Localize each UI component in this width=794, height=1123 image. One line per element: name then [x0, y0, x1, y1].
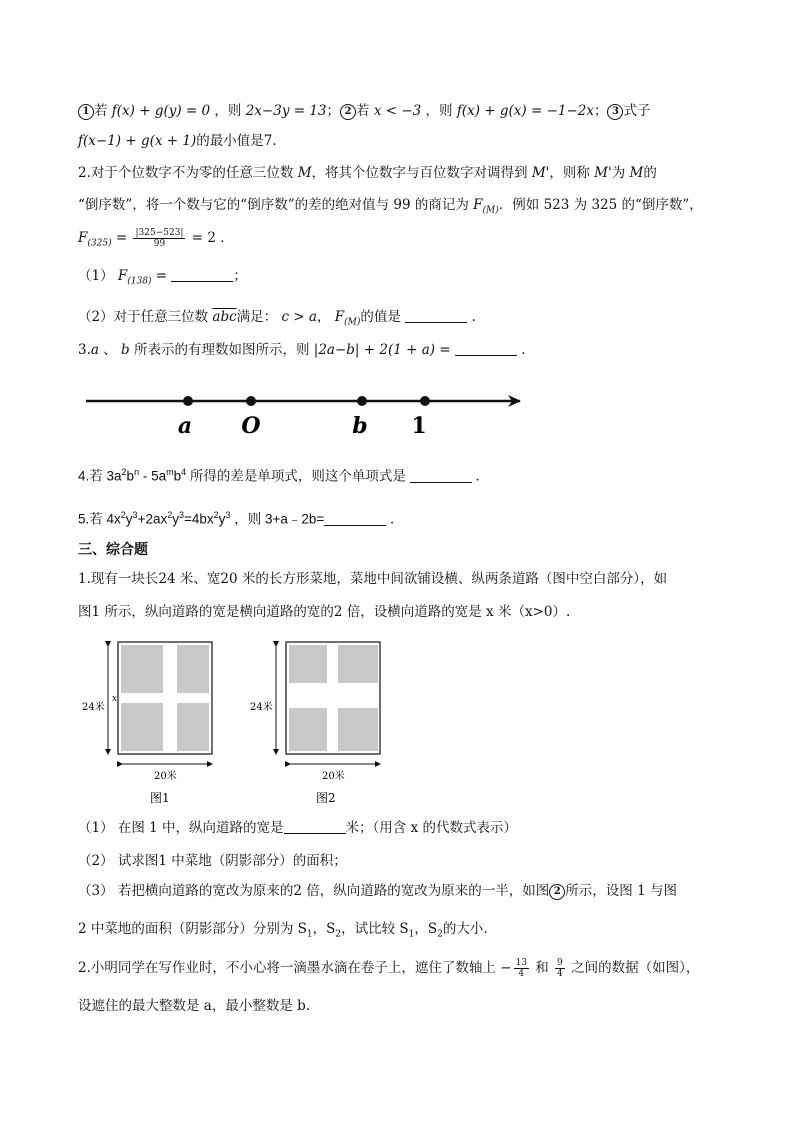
q2-sub1: （1） $F_{(138)}$ = ； [78, 268, 247, 287]
fig1-x-label: x [112, 694, 118, 704]
answer-blank-q2-2[interactable] [405, 308, 467, 323]
point-a [183, 396, 193, 406]
fig1-plot-bottom-left [121, 703, 163, 751]
q3-line: 3.a 、 b 所表示的有理数如图所示，则 |2a−b| + 2(1 + a) = ． [78, 342, 535, 358]
fig1-plot-top-right [177, 645, 209, 693]
c1-line2: 图1 所示，纵向道路的宽是横向道路的宽的2 倍，设横向道路的宽是 x 米（x>0）. [78, 604, 571, 620]
answer-blank-q4[interactable] [410, 468, 472, 483]
label-1: 1 [411, 413, 427, 439]
fraction-13-4: $\frac{13}{4}$ [515, 958, 527, 979]
circled-number-1: 1 [78, 104, 94, 120]
fig1-caption: 图1 [150, 791, 170, 805]
point-1 [420, 396, 430, 406]
q5-line: 5.若 $4x^2y^3+2ax^2y^3=4bx^2y^3$ ，则 3+a﹣2b= ． [78, 510, 404, 527]
q2-line2: “倒序数”，将一个数与它的“倒序数”的差的绝对值与 99 的商记为 $F_{(M)}$．例如 523 为 325 的“倒序数”， [78, 197, 703, 216]
number-line-figure [80, 385, 530, 445]
c1-line1: 1.现有一块长24 米、宽20 米的长方形菜地，菜地中间欲铺设横、纵两条道路（图中空白部分），如 [78, 571, 668, 587]
label-o: O [241, 413, 261, 439]
c1-sub2: （2） 试求图1 中菜地（阴影部分）的面积； [78, 853, 347, 869]
q2-sub2: （2）对于任意三位数 $\overline{abc}$满足： c > a， $F_{(M)}$的值是 . [78, 309, 476, 328]
label-a: a [177, 413, 193, 439]
fig2-plot-bottom-right [338, 708, 378, 751]
problem-continuation-line2: f(x−1) + g(x + 1)的最小值是7. [78, 133, 277, 149]
answer-blank-c1-1[interactable] [284, 819, 346, 834]
c2-line2: 设遮住的最大整数是 a，最小整数是 b. [78, 998, 311, 1014]
section-title: 三、综合题 [78, 542, 148, 558]
fig1-plot-top-left [121, 645, 163, 693]
fig1-width-label: 20米 [154, 771, 177, 782]
c1-sub1: （1） 在图 1 中，纵向道路的宽是 米；（用含 x 的代数式表示） [78, 820, 518, 836]
circled-number-3: 3 [607, 104, 623, 120]
c2-line1: 2.小明同学在写作业时，不小心将一滴墨水滴在卷子上，遮住了数轴上 − $\frac{13}{4}$ 和 $\frac{9}{4}$ 之间的数据（如图）， [78, 958, 700, 979]
fraction-9-4: $\frac{9}{4}$ [557, 958, 563, 979]
example-fraction: $\frac{|325-523|}{99}$ [135, 228, 184, 249]
answer-blank-q5[interactable] [324, 511, 386, 526]
q4-line: 4.若 $3a^2b^n - 5a^mb^4$ 所得的差是单项式，则这个单项式是 ． [78, 467, 489, 484]
fig2-plot-bottom-left [289, 708, 327, 751]
problem-continuation-line1: 1 若 f(x) + g(y) = 0 ，则 2x−3y = 13； 2 若 x < −3 ，则 f(x) + g(x) = −1−2x； 3 式子 [78, 101, 650, 121]
c1-sub3: （3） 若把横向道路的宽改为原来的2 倍，纵向道路的宽改为原来的一半，如图 2 所示，设图 1 与图 [78, 883, 677, 899]
fig1-height-label: 24米 [82, 702, 105, 713]
q2-example: $F_{(325)}$ = $\frac{|325-523|}{99}$ = 2 ． [78, 228, 234, 249]
fig2-caption: 图2 [316, 791, 336, 805]
fig2-plot-top-right [338, 645, 378, 683]
point-b [357, 396, 367, 406]
fig2-width-label: 20米 [322, 771, 345, 782]
circled-number-fig2: 2 [549, 884, 565, 900]
figure-2 [246, 636, 396, 808]
fig2-height-label: 24米 [250, 702, 273, 713]
point-o [246, 396, 256, 406]
circled-number-2: 2 [340, 104, 356, 120]
answer-blank-q3[interactable] [455, 341, 517, 356]
answer-blank-q2-1[interactable] [171, 267, 233, 282]
figure-1 [78, 636, 228, 808]
q2-line1: 2.对于个位数字不为零的任意三位数 M，将其个位数字与百位数字对调得到 M'，则称 M'为 M的 [78, 165, 657, 181]
c1-sub3-line2: 2 中菜地的面积（阴影部分）分别为 $S_1$，$S_2$，试比较 $S_1$，$S_2$的大小. [78, 921, 488, 940]
label-b: b [352, 413, 368, 439]
fig2-plot-top-left [289, 645, 327, 683]
fig1-plot-bottom-right [177, 703, 209, 751]
